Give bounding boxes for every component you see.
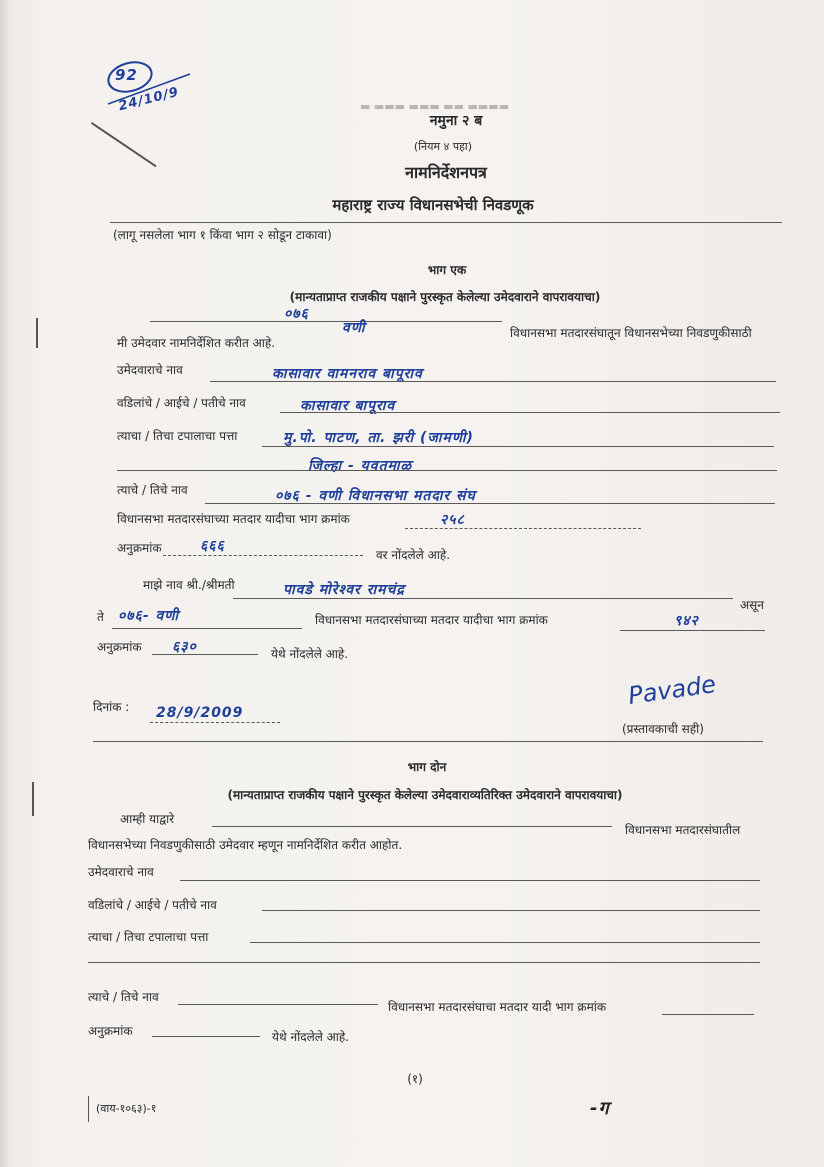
address-value-line-2: जिल्हा - यवतमाळ bbox=[308, 458, 413, 474]
candidate-name-value: कासावार वामनराव बापूराव bbox=[272, 366, 423, 382]
proposer-constituency-line bbox=[112, 628, 302, 629]
header-rule bbox=[110, 222, 782, 223]
proposer-serial-suffix: येथे नोंदलेले आहे. bbox=[271, 647, 349, 661]
part-two-subheading: (मान्यताप्राप्त राजकीय पक्षाने पुरस्कृत केलेल्या उमेदवाराव्यतिरिक्त उमेदवाराने वापरावयाचा) bbox=[227, 788, 623, 802]
proposer-signature: Pavade bbox=[626, 670, 718, 710]
part-two-address-line-1 bbox=[250, 942, 760, 943]
constituency-full-line bbox=[205, 503, 775, 504]
candidate-name-label: उमेदवाराचे नाव bbox=[117, 363, 183, 377]
constituency-number-value: ०७६ bbox=[284, 306, 309, 322]
part-two-constituency-suffix: विधानसभा मतदारसंघातील bbox=[625, 823, 741, 837]
date-label: दिनांक : bbox=[93, 700, 130, 714]
proposer-serial-line bbox=[152, 654, 258, 655]
proposer-suffix: असून bbox=[740, 598, 764, 612]
constituency-full-value: ०७६ - वणी विधानसभा मतदार संघ bbox=[275, 488, 476, 504]
parent-name-label: वडिलांचे / आईचे / पतीचे नाव bbox=[117, 396, 246, 410]
document-title: नामनिर्देशनपत्र bbox=[405, 163, 487, 182]
part-two-declaration: विधानसभेच्या निवडणुकीसाठी उमेदवार म्हणून नामनिर्देशित करीत आहोत. bbox=[88, 838, 403, 852]
handwritten-footer-mark: -ग bbox=[590, 1098, 610, 1119]
part-one-heading: भाग एक bbox=[427, 263, 467, 277]
constituency-name-value: वणी bbox=[342, 320, 366, 336]
part-two-serial-suffix: येथे नोंदलेले आहे. bbox=[272, 1030, 350, 1044]
part-two-name-line bbox=[178, 1004, 378, 1005]
we-label: आम्ही याद्वारे bbox=[120, 812, 175, 826]
print-code-bracket bbox=[88, 1096, 89, 1122]
part-one-declaration: मी उमेदवार नामनिर्देशित करीत आहे. bbox=[117, 336, 276, 350]
we-line bbox=[212, 826, 612, 827]
part-two-candidate-line bbox=[180, 880, 760, 881]
part-one-subheading: (मान्यताप्राप्त राजकीय पक्षाने पुरस्कृत केलेल्या उमेदवाराने वापरावयाचा) bbox=[289, 290, 601, 304]
proposer-roll-value: ९४२ bbox=[674, 613, 699, 629]
part-two-serial-label: अनुक्रमांक bbox=[88, 1024, 133, 1038]
part-two-name-label: त्याचे / तिचे नाव bbox=[88, 990, 159, 1004]
address-line-1 bbox=[262, 446, 774, 447]
constituency-suffix: विधानसभा मतदारसंघातून विधानसभेच्या निवडणुकीसाठी bbox=[510, 326, 752, 340]
date-line bbox=[150, 722, 280, 723]
part-two-roll-line bbox=[662, 1014, 754, 1015]
margin-pin-mark bbox=[91, 122, 157, 167]
margin-note-number: 92 bbox=[115, 66, 138, 84]
form-number: नमुना २ ब bbox=[429, 113, 483, 129]
roll-part-line bbox=[405, 528, 641, 529]
election-title: महाराष्ट्र राज्य विधानसभेची निवडणूक bbox=[332, 196, 534, 214]
proposer-name-label: माझे नाव श्री./श्रीमती bbox=[143, 578, 235, 592]
candidate-name-line bbox=[210, 381, 776, 382]
proposer-constituency-value: ०७६- वणी bbox=[118, 608, 180, 624]
date-value: 28/9/2009 bbox=[156, 705, 244, 721]
serial-label: अनुक्रमांक bbox=[117, 541, 162, 555]
proposer-serial-label: अनुक्रमांक bbox=[97, 640, 142, 654]
bleed-through-text: ▬ ▬▬▬ ▬▬▬ ▬▬ ▬▬▬▬ bbox=[360, 100, 510, 113]
page-number: (१) bbox=[407, 1072, 423, 1086]
strike-instruction: (लागू नसलेला भाग १ किंवा भाग २ सोडून टाकावा) bbox=[113, 228, 332, 242]
proposer-name-value: पावडे मोरेश्वर रामचंद्र bbox=[283, 582, 405, 598]
part-two-serial-line bbox=[152, 1036, 260, 1037]
serial-value: ६६६ bbox=[200, 538, 225, 554]
address-value-line-1: मु.पो. पाटण, ता. झरी (जामणी) bbox=[283, 430, 474, 446]
roll-part-label: विधानसभा मतदारसंघाच्या मतदार यादीचा भाग क्रमांक bbox=[117, 512, 350, 526]
part-two-address-line-2 bbox=[88, 962, 760, 963]
constituency-name-label: त्याचे / तिचे नाव bbox=[117, 483, 188, 497]
part-two-heading: भाग दोन bbox=[407, 760, 447, 774]
part-two-candidate-label: उमेदवाराचे नाव bbox=[88, 865, 154, 879]
print-code: (वाय-१०६३)-१ bbox=[96, 1102, 157, 1115]
address-label: त्याचा / तिचा टपालाचा पत्ता bbox=[117, 429, 238, 443]
address-line-2 bbox=[117, 470, 777, 471]
constituency-line bbox=[150, 321, 502, 322]
proposer-serial-value: ६३० bbox=[172, 639, 197, 655]
margin-tick bbox=[36, 318, 38, 348]
proposer-te: ते bbox=[97, 610, 104, 624]
margin-note-date: 24/10/9 bbox=[117, 84, 181, 115]
proposer-roll-label: विधानसभा मतदारसंघाच्या मतदार यादीचा भाग क्रमांक bbox=[315, 613, 548, 627]
part-two-parent-label: वडिलांचे / आईचे / पतीचे नाव bbox=[88, 898, 217, 912]
part-two-parent-line bbox=[262, 910, 760, 911]
proposer-name-line bbox=[233, 598, 733, 599]
part-one-end-rule bbox=[93, 741, 763, 742]
parent-name-line bbox=[280, 412, 780, 413]
parent-name-value: कासावार बापूराव bbox=[300, 398, 396, 414]
signature-caption: (प्रस्तावकाची सही) bbox=[622, 722, 704, 736]
roll-part-value: २५८ bbox=[440, 512, 465, 528]
margin-tick-2 bbox=[32, 782, 34, 816]
proposer-roll-line bbox=[620, 630, 765, 631]
serial-suffix: वर नोंदलेले आहे. bbox=[376, 548, 451, 562]
part-two-roll-label: विधानसभा मतदारसंघाचा मतदार यादी भाग क्रमांक bbox=[388, 1000, 607, 1014]
serial-line bbox=[163, 555, 363, 556]
part-two-address-label: त्याचा / तिचा टपालाचा पत्ता bbox=[88, 930, 209, 944]
rule-reference: (नियम ४ पहा) bbox=[413, 140, 473, 153]
